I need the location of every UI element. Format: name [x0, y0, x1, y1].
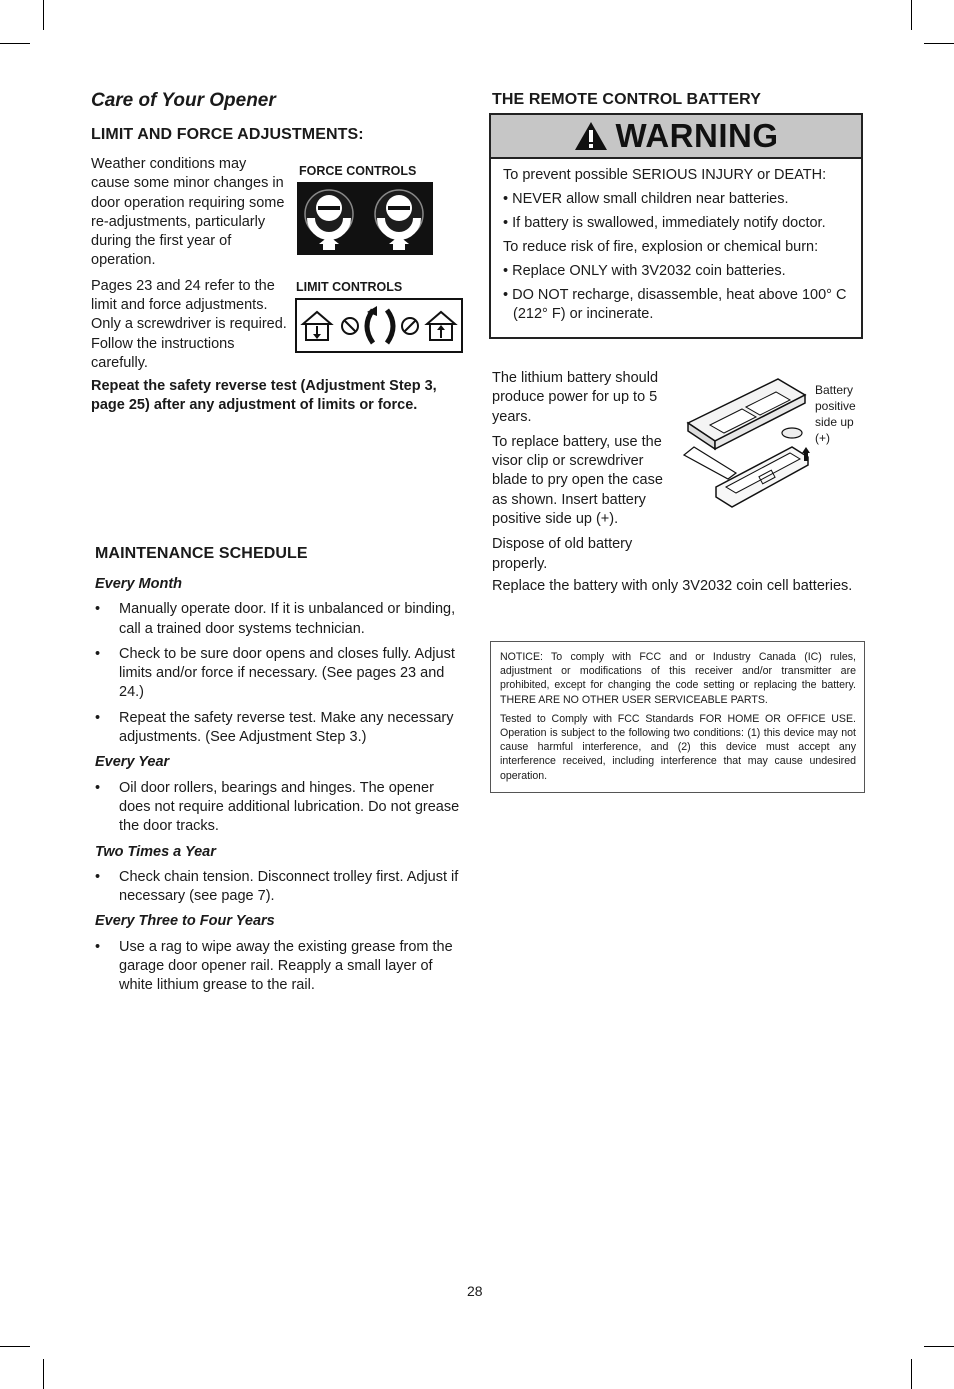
remote-lid-icon [688, 379, 805, 449]
limit-controls-label: LIMIT CONTROLS [296, 280, 403, 294]
warning-triangle-icon [574, 121, 608, 151]
crop-mark [911, 1359, 912, 1389]
adjust-heading: LIMIT AND FORCE ADJUSTMENTS: [91, 126, 364, 143]
crop-mark [0, 43, 30, 44]
force-controls-label: FORCE CONTROLS [299, 164, 417, 178]
illustration-label: Battery positive side up (+) [815, 383, 856, 445]
schedule-item: • Manually operate door. If it is unbalanced or binding, call a trained door systems technician. [95, 600, 462, 639]
warning-line: • DO NOT recharge, disassemble, heat above 100° C (212° F) or incinerate. [503, 287, 847, 322]
notice-paragraph: NOTICE: To comply with FCC and or Industry Canada (IC) rules, adjustment or modifications of this receiver and/or transmitter are prohibited, except for changing the code setting or replacing the battery. THERE ARE NO OTHER USER SERVICEABLE PARTS. [500, 651, 856, 706]
notice-paragraph: Tested to Comply with FCC Standards FOR HOME OR OFFICE USE. Operation is subject to the following two conditions: (1) this device may not cause harmful interference, and (2) this device must accept any interference received, including interference that may cause undesired operation. [500, 712, 856, 782]
crop-mark [911, 0, 912, 30]
adjust-paragraph: Pages 23 and 24 refer to the limit and force adjustments. Only a screwdriver is required. Follow the instructions carefully. [91, 277, 287, 371]
battery-heading: THE REMOTE CONTROL BATTERY [492, 91, 761, 108]
maintenance-heading: MAINTENANCE SCHEDULE [95, 545, 308, 562]
schedule-item: • Check chain tension. Disconnect trolley first. Adjust if necessary (see page 7). [95, 868, 462, 907]
schedule-period-heading: Every Three to Four Years [95, 913, 275, 930]
schedule-item: • Check to be sure door opens and closes fully. Adjust limits and/or force if necessary. (See pages 23 and 24.) [95, 645, 462, 703]
battery-replace-text: Replace the battery with only 3V2032 coin cell batteries. [492, 578, 853, 594]
warning-line: To prevent possible SERIOUS INJURY or DEATH: [503, 167, 827, 183]
warning-line: • NEVER allow small children near batteries. [503, 191, 789, 207]
schedule-list [95, 779, 462, 837]
remote-battery-illustration [680, 375, 810, 525]
maintenance-schedule [95, 575, 462, 1002]
coin-battery-icon [782, 428, 802, 438]
warning-box [489, 113, 863, 339]
schedule-list [95, 868, 462, 907]
battery-paragraph: To replace battery, use the visor clip or screwdriver blade to pry open the case as shown. Insert battery positive side up (+). [492, 433, 663, 528]
warning-body [491, 159, 861, 324]
adjust-text [91, 155, 288, 379]
crop-mark [924, 1346, 954, 1347]
adjust-paragraph: Weather conditions may cause some minor changes in door operation requiring some re-adjustments, particularly during the first year of operation. [91, 156, 285, 269]
battery-paragraph: The lithium battery should produce power for up to 5 years. [492, 370, 659, 425]
section-title: Care of Your Opener [91, 90, 276, 111]
visor-clip-icon [684, 447, 736, 479]
schedule-period-heading: Every Year [95, 754, 170, 771]
battery-paragraph: Dispose of old battery properly. [492, 536, 633, 572]
crop-mark [43, 1359, 44, 1389]
limit-controls-image [295, 298, 463, 353]
fcc-notice-box [490, 641, 865, 793]
adjust-warning: Repeat the safety reverse test (Adjustment Step 3, page 25) after any adjustment of limits or force. [91, 378, 437, 414]
schedule-list [95, 600, 462, 747]
crop-mark [43, 0, 44, 30]
schedule-item: • Repeat the safety reverse test. Make any necessary adjustments. (See Adjustment Step 3.) [95, 709, 462, 748]
warning-line: To reduce risk of fire, explosion or chemical burn: [503, 239, 819, 255]
schedule-period-heading: Every Month [95, 576, 183, 592]
warning-header [491, 115, 861, 159]
battery-text [492, 369, 664, 580]
warning-title: WARNING [615, 117, 779, 154]
schedule-period-heading: Two Times a Year [95, 843, 216, 860]
warning-line: • If battery is swallowed, immediately notify doctor. [503, 215, 826, 231]
warning-line: • Replace ONLY with 3V2032 coin batteries. [503, 263, 786, 279]
schedule-item: • Oil door rollers, bearings and hinges. The opener does not require additional lubrication. Do not grease the door tracks. [95, 779, 462, 837]
crop-mark [0, 1346, 30, 1347]
page-number: 28 [467, 1283, 483, 1299]
crop-mark [924, 43, 954, 44]
schedule-item: • Use a rag to wipe away the existing grease from the garage door opener rail. Reapply a small layer of white lithium grease to the rail. [95, 938, 462, 996]
schedule-list [95, 938, 462, 996]
force-controls-image [297, 182, 433, 255]
